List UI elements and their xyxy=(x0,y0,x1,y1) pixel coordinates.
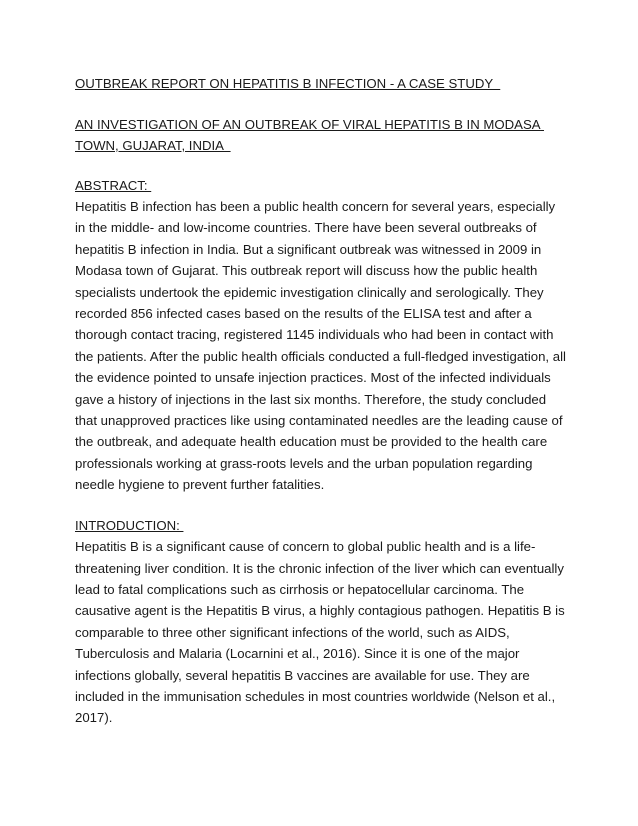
abstract-paragraph: Hepatitis B infection has been a public health concern for several years, especially in the middle- and low-income countries. There have been several outbreaks of hepatitis B infection in India. But a significant outbreak was witnessed in 2009 in Modasa town of Gujarat. This outbreak report will discuss how the public health specialists undertook the epidemic investigation clinically and serologically. They recorded 856 infected cases based on the results of the ELISA test and after a thorough contact tracing, registered 1145 individuals who had been in contact with the patients. After the public health officials conducted a full-fledged investigation, all the evidence pointed to unsafe injection practices. Most of the infected individuals gave a history of injections in the last six months. Therefore, the study concluded that unapproved practices like using contaminated needles are the leading cause of the outbreak, and adequate health education must be provided to the health care professionals working at grass-roots levels and the urban population regarding needle hygiene to prevent further fatalities. xyxy=(75,199,566,493)
introduction-paragraph: Hepatitis B is a significant cause of concern to global public health and is a life-threatening liver condition. It is the chronic infection of the liver which can eventually lead to fatal complications such as cirrhosis or hepatocellular carcinoma. The causative agent is the Hepatitis B virus, a highly contagious pathogen. Hepatitis B is comparable to three other significant infections of the world, such as AIDS, Tuberculosis and Malaria (Locarnini et al., 2016). Since it is one of the major infections globally, several hepatitis B vaccines are available for use. They are included in the immunisation schedules in most countries worldwide (Nelson et al., 2017). xyxy=(75,539,565,726)
abstract-section xyxy=(75,175,566,496)
document-subtitle: AN INVESTIGATION OF AN OUTBREAK OF VIRAL HEPATITIS B IN MODASA TOWN, GUJARAT, INDIA xyxy=(75,116,544,153)
abstract-heading: ABSTRACT: xyxy=(75,177,152,193)
document-title: OUTBREAK REPORT ON HEPATITIS B INFECTION - A CASE STUDY xyxy=(75,76,501,91)
introduction-heading: INTRODUCTION: xyxy=(75,517,184,533)
introduction-section xyxy=(75,515,566,729)
